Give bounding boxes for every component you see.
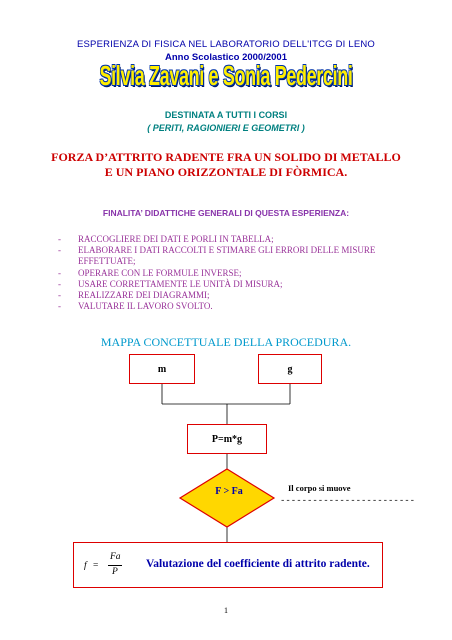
goal-bullet: - <box>58 290 61 301</box>
goal-bullet: - <box>58 301 61 312</box>
formula-numerator: Fa <box>110 552 121 562</box>
audience-line: DESTINATA A TUTTI I CORSI <box>164 110 288 120</box>
goal-bullet: - <box>58 267 61 278</box>
friction-formula <box>84 552 130 582</box>
school-year: Anno Scolastico 2000/2001 <box>165 52 287 63</box>
goal-text: USARE CORRETTAMENTE LE UNITÀ DI MISURA; <box>78 278 283 289</box>
title-line-2: E UN PIANO ORIZZONTALE DI FÒRMICA. <box>104 165 348 179</box>
page-number: 1 <box>224 606 228 615</box>
goals-heading: FINALITA’ DIDATTICHE GENERALI DI QUESTA ESPERIENZA: <box>102 208 350 218</box>
gravity-box: g <box>258 354 322 384</box>
goal-text: OPERARE CON LE FORMULE INVERSE; <box>78 267 242 278</box>
map-heading: MAPPA CONCETTUALE DELLA PROCEDURA. <box>100 335 352 349</box>
formula-denominator: P <box>112 567 118 577</box>
authors-wordart: Silvia Zavani e Sonia Pedercini <box>99 60 353 91</box>
goal-bullet: - <box>58 234 61 244</box>
mass-box: m <box>129 354 195 384</box>
decision-label: F > Fa <box>215 486 243 497</box>
goal-text: RACCOGLIERE DEI DATI E PORLI IN TABELLA; <box>78 234 274 244</box>
body-moves-label: Il corpo si muove <box>288 483 351 493</box>
weight-box: P=m*g <box>187 424 267 454</box>
decision-diamond <box>180 469 274 527</box>
result-label: Valutazione del coefficiente di attrito radente. <box>146 558 370 570</box>
goal-bullet: - <box>58 278 61 289</box>
fraction-bar <box>108 565 122 566</box>
title-line-1: FORZA D’ATTRITO RADENTE FRA UN SOLIDO DI METALLO <box>51 150 401 164</box>
courses-line: ( PERITI, RAGIONIERI E GEOMETRI ) <box>147 123 305 133</box>
goal-text: REALIZZARE DEI DIAGRAMMI; <box>78 290 210 301</box>
school-header: ESPERIENZA DI FISICA NEL LABORATORIO DELL'ITCG DI LENO <box>76 39 376 50</box>
goal-bullet: - <box>58 245 61 256</box>
goal-text: ELABORARE I DATI RACCOLTI E STIMARE GLI ERRORI DELLE MISURE EFFETTUATE; <box>78 245 376 267</box>
dashed-separator: ------------------------- <box>280 496 416 506</box>
formula-equals: = <box>93 561 99 571</box>
goal-text: VALUTARE IL LAVORO SVOLTO. <box>78 301 213 312</box>
formula-f: f <box>84 561 87 571</box>
